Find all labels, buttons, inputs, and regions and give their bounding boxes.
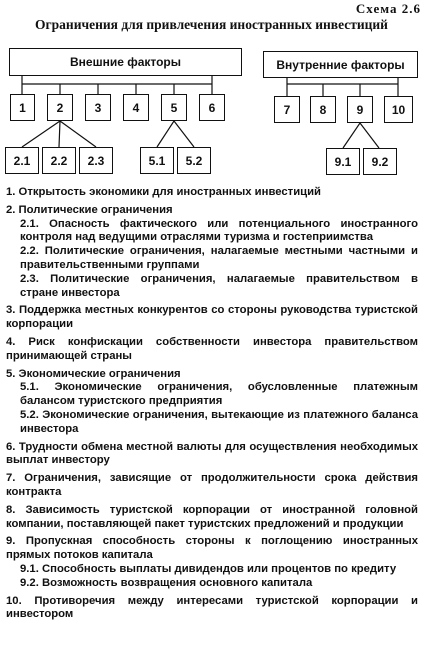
list-item-1 bbox=[6, 186, 418, 200]
list-subitem-2-3: 2.3. Политические ограничения, налагаемые правительством в стране инвестора bbox=[20, 272, 418, 299]
list-item-text: 9. Пропускная способность стороны к поглощению иностранных прямых потоков капитала bbox=[6, 535, 418, 562]
list-item-text: 4. Риск конфискации собственности инвестора правительством принимающей страны bbox=[6, 335, 418, 362]
list-subitem-5-1: 5.1. Экономические ограничения, обусловленные платежным балансом туристского предприятия bbox=[20, 381, 418, 408]
factor-box-2: 2 bbox=[47, 94, 73, 121]
list-subitem-2-1: 2.1. Опасность фактического или потенциального иностранного контроля над ведущими отраслями туризма и гостеприимства bbox=[20, 217, 418, 244]
list-subitem-9-2: 9.2. Возможность возвращения основного капитала bbox=[20, 576, 313, 589]
list-item-7 bbox=[6, 472, 418, 500]
list-item-3 bbox=[6, 304, 418, 332]
list-item-text: 6. Трудности обмена местной валюты для осуществления необходимых выплат инвестору bbox=[6, 440, 418, 467]
internal-factors-box: Внутренние факторы bbox=[263, 51, 418, 78]
list-item-text: 10. Противоречия между интересами туристской корпорации и инвестором bbox=[6, 594, 418, 621]
list-item-text: 3. Поддержка местных конкурентов со стороны руководства туристской корпорации bbox=[6, 304, 418, 331]
factor-box-8: 8 bbox=[310, 96, 336, 123]
scheme-label: Схема 2.6 bbox=[355, 1, 421, 16]
factor-box-6: 6 bbox=[199, 94, 225, 121]
list-item-text: 5. Экономические ограничения bbox=[6, 367, 181, 380]
factor-box-2-2: 2.2 bbox=[42, 147, 76, 174]
factor-box-5-2: 5.2 bbox=[177, 147, 211, 174]
factor-box-2-3: 2.3 bbox=[79, 147, 113, 174]
factor-box-7: 7 bbox=[274, 96, 300, 123]
page-title: Ограничения для привлечения иностранных инвестиций bbox=[35, 17, 388, 32]
list-item-text: 8. Зависимость туристской корпорации от иностранной головной компании, поставляющей пакет туристских предложений и продукции bbox=[6, 503, 418, 530]
list-item-6 bbox=[6, 441, 418, 469]
list-subitem-2-2: 2.2. Политические ограничения, налагаемые местными частными и правительственными группами bbox=[20, 245, 418, 271]
factor-box-4: 4 bbox=[123, 94, 149, 121]
factor-box-5-1: 5.1 bbox=[140, 147, 174, 174]
list-item-9 bbox=[6, 535, 418, 590]
list-item-10 bbox=[6, 595, 418, 623]
external-factors-box: Внешние факторы bbox=[9, 48, 242, 76]
list-item-8 bbox=[6, 504, 418, 532]
list-item-text: 7. Ограничения, зависящие от продолжительности срока действия контракта bbox=[6, 472, 418, 498]
factor-box-1: 1 bbox=[10, 94, 35, 121]
factor-box-9-1: 9.1 bbox=[326, 148, 360, 175]
list-item-5 bbox=[6, 368, 418, 437]
factor-list bbox=[6, 186, 418, 626]
list-item-4 bbox=[6, 336, 418, 364]
factor-box-9: 9 bbox=[347, 96, 373, 123]
factor-box-10: 10 bbox=[384, 96, 413, 123]
list-item-text: 2. Политические ограничения bbox=[6, 203, 173, 216]
factor-box-3: 3 bbox=[85, 94, 111, 121]
list-subitem-5-2: 5.2. Экономические ограничения, вытекающие из платежного баланса инвестора bbox=[20, 408, 418, 435]
list-item-text: 1. Открытость экономики для иностранных инвестиций bbox=[6, 186, 321, 198]
factor-box-2-1: 2.1 bbox=[5, 147, 39, 174]
factor-box-5: 5 bbox=[161, 94, 187, 121]
factor-box-9-2: 9.2 bbox=[363, 148, 397, 175]
list-item-2 bbox=[6, 204, 418, 301]
list-subitem-9-1: 9.1. Способность выплаты дивидендов или процентов по кредиту bbox=[20, 562, 397, 575]
